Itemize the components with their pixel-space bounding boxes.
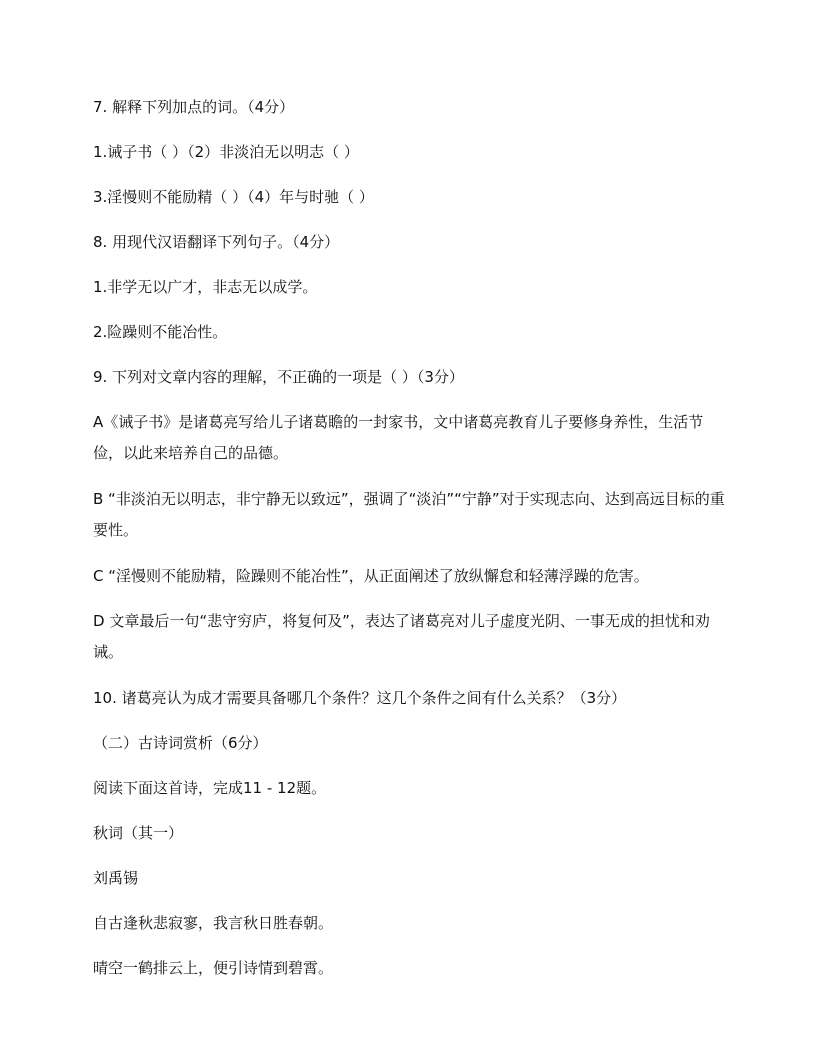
question-8-heading: 8. 用现代汉语翻译下列句子。（4分） (93, 233, 340, 251)
document-body (93, 92, 733, 998)
question-9-option-a: A《诫子书》是诸葛亮写给儿子诸葛瞻的一封家书，文中诸葛亮教育儿子要修身养性，生活节俭，以此来培养自己的品德。 (93, 413, 704, 462)
poem-title: 秋词（其一） (93, 824, 184, 842)
poem-author: 刘禹锡 (93, 869, 139, 887)
question-8-sentence-1: 1.非学无以广才，非志无以成学。 (93, 278, 318, 296)
question-9-heading: 9. 下列对文章内容的理解，不正确的一项是（ ）（3分） (93, 368, 464, 386)
poem-line-1: 自古逢秋悲寂寥，我言秋日胜春朝。 (93, 914, 334, 932)
question-10-heading: 10. 诸葛亮认为成才需要具备哪几个条件？这几个条件之间有什么关系？（3分） (93, 689, 627, 707)
question-9-option-c: C “淫慢则不能励精，险躁则不能冶性”，从正面阐述了放纵懈怠和轻薄浮躁的危害。 (93, 567, 649, 585)
question-9-option-d: D 文章最后一句“悲守穷庐，将复何及”，表达了诸葛亮对儿子虚度光阴、一事无成的担忧和劝诫。 (93, 612, 710, 661)
poem-instruction: 阅读下面这首诗，完成11 - 12题。 (93, 779, 327, 797)
poem-line-2: 晴空一鹤排云上，便引诗情到碧霄。 (93, 959, 334, 977)
question-7-heading: 7. 解释下列加点的词。（4分） (93, 98, 295, 116)
question-7-items-3-4: 3.淫慢则不能励精（ ）（4）年与时驰（ ） (93, 188, 374, 206)
section-2-heading: （二）古诗词赏析（6分） (93, 734, 268, 752)
question-7-items-1-2: 1.诫子书（ ）（2）非淡泊无以明志（ ） (93, 143, 359, 161)
question-9-option-b: B “非淡泊无以明志，非宁静无以致远”，强调了“淡泊”“宁静”对于实现志向、达到高远目标的重要性。 (93, 490, 725, 539)
question-8-sentence-2: 2.险躁则不能冶性。 (93, 323, 228, 341)
